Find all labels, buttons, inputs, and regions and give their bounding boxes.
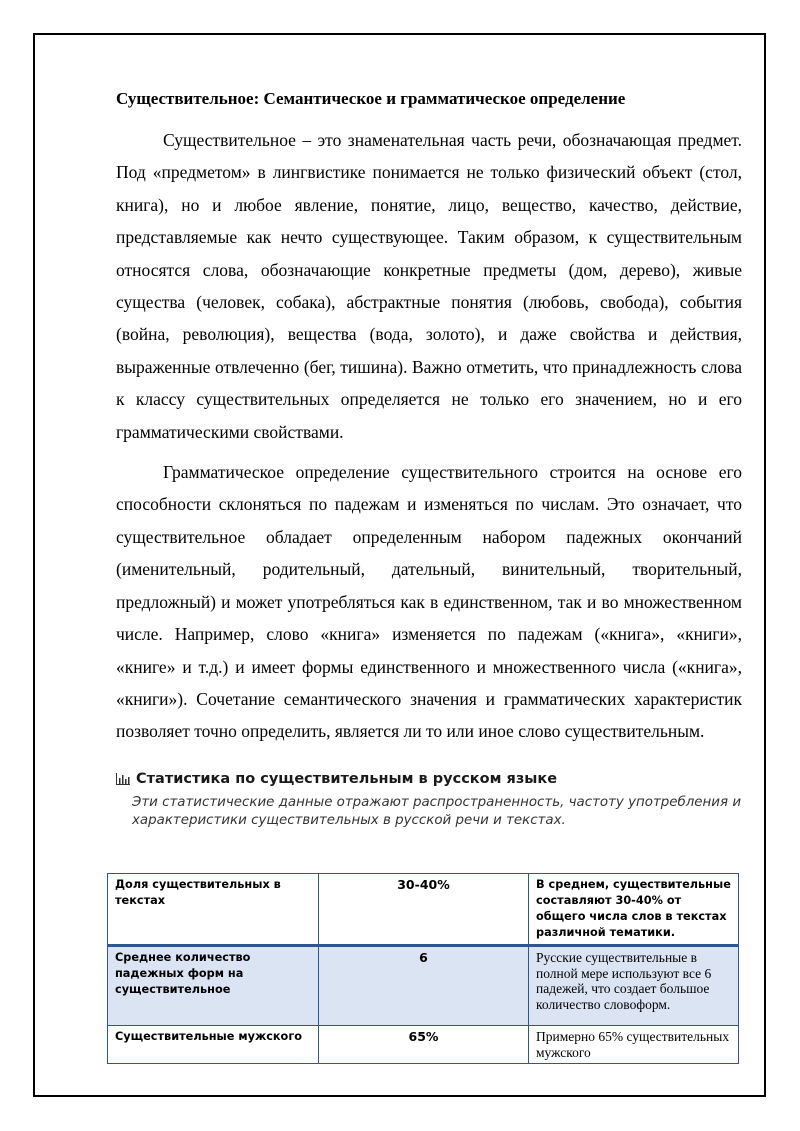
paragraph-semantic: Существительное – это знаменательная часть речи, обозначающая предмет. Под «предметом» в лингвистике понимается не только физический объект (стол, книга), но и любое явление, понятие, лицо, вещество, качество, действие, представляемые как нечто существующее. Таким образом, к существительным относятся слова, обозначающие конкретные предметы (дом, дерево), живые существа (человек, собака), абстрактные понятия (любовь, свобода), события (война, революция), вещества (вода, золото), и даже свойства и действия, выраженные отвлеченно (бег, тишина). Важно отметить, что принадлежность слова к классу существительных определяется не только его значением, но и его грамматическими свойствами. — [116, 130, 742, 442]
paragraph-grammatical: Грамматическое определение существительного строится на основе его способности склоняться по падежам и изменяться по числам. Это означает, что существительное обладает определенным набором падежных окончаний (именительный, родительный, дательный, винительный, творительный, предложный) и может употребляться как в единственном, так и во множественном числе. Например, слово «книга» изменяется по падежам («книга», «книги», «книге» и т.д.) и имеет формы единственного и множественного числа («книга», «книги»). Сочетание семантического значения и грамматических характеристик позволяет точно определить, является ли то или иное слово существительным. — [116, 462, 742, 742]
stats-heading — [116, 768, 742, 790]
table-cell-label: Доля существительных в текстах — [108, 874, 319, 946]
stats-description: Эти статистические данные отражают распространенность, частоту употребления и характеристики существительных в русской речи и текстах. — [132, 794, 742, 828]
table-row — [108, 1026, 739, 1064]
table-cell-label: Среднее количество падежных форм на существительное — [108, 946, 319, 1026]
stats-title: Статистика по существительным в русском языке — [136, 770, 558, 787]
table-cell-label: Существительные мужского — [108, 1026, 319, 1064]
table-cell-value: 6 — [319, 946, 529, 1026]
table-cell-note: Примерно 65% существительных мужского — [529, 1026, 739, 1064]
table-row — [108, 946, 739, 1026]
stats-table — [107, 873, 739, 1064]
table-row — [108, 874, 739, 946]
table-cell-note: В среднем, существительные составляют 30-40% от общего числа слов в текстах различной тематики. — [529, 874, 739, 946]
table-cell-value: 65% — [319, 1026, 529, 1064]
bar-chart-icon — [116, 773, 130, 785]
section-heading: Существительное: Семантическое и грамматическое определение — [116, 89, 626, 108]
document-body — [116, 86, 742, 830]
table-cell-note: Русские существительные в полной мере используют все 6 падежей, что создает большое количество словоформ. — [529, 946, 739, 1026]
table-cell-value: 30-40% — [319, 874, 529, 946]
